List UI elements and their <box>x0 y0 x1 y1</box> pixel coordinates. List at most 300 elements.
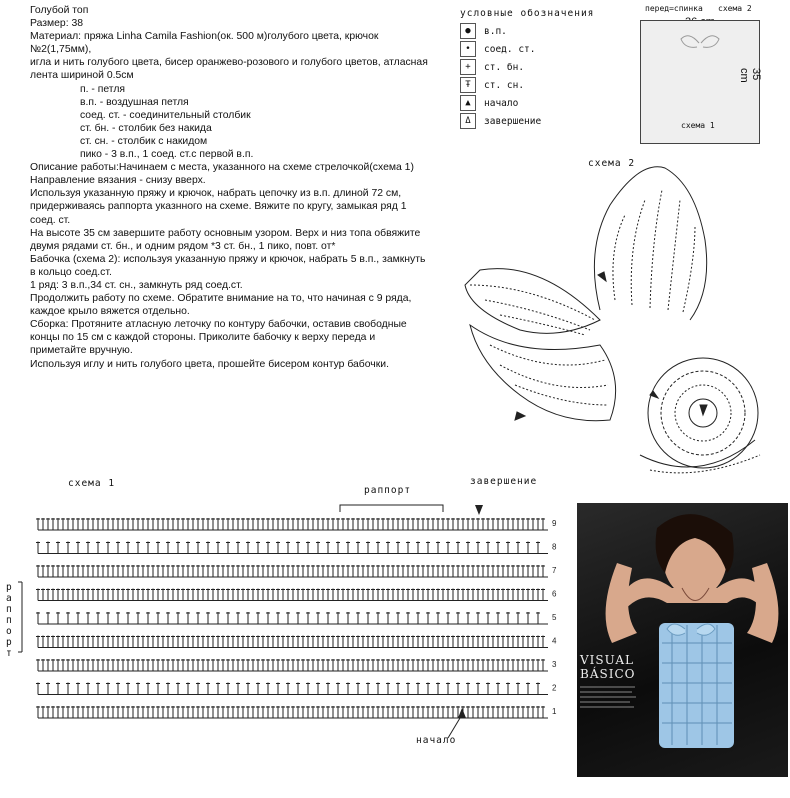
stitch-mark <box>246 589 250 601</box>
stitch-mark <box>406 636 410 648</box>
stitch-mark <box>231 518 235 530</box>
desc-9: Используя иглу и нить голубого цвета, прошейте бисером контур бабочки. <box>30 358 389 370</box>
stitch-mark <box>451 518 455 530</box>
stitch-mark <box>506 518 510 530</box>
stitch-mark <box>121 659 125 671</box>
stitch-mark <box>266 683 270 695</box>
stitch-mark <box>511 589 515 601</box>
stitch-mark <box>496 636 500 648</box>
stitch-mark <box>66 683 70 695</box>
legend-label: в.п. <box>484 25 507 37</box>
stitch-mark <box>401 636 405 648</box>
stitch-mark <box>421 565 425 577</box>
stitch-mark <box>186 659 190 671</box>
stitch-mark <box>321 706 325 718</box>
stitch-mark <box>431 659 435 671</box>
stitch-mark <box>361 565 365 577</box>
stitch-mark <box>441 636 445 648</box>
stitch-mark <box>426 518 430 530</box>
stitch-mark <box>211 518 215 530</box>
stitch-mark <box>66 518 70 530</box>
stitch-mark <box>506 589 510 601</box>
stitch-mark <box>351 636 355 648</box>
stitch-mark <box>146 659 150 671</box>
stitch-mark <box>306 518 310 530</box>
stitch-mark <box>281 518 285 530</box>
stitch-mark <box>41 589 45 601</box>
stitch-mark <box>61 706 65 718</box>
stitch-mark <box>296 565 300 577</box>
stitch-mark <box>486 659 490 671</box>
stitch-mark <box>156 565 160 577</box>
stitch-mark <box>266 612 270 624</box>
stitch-mark <box>271 659 275 671</box>
stitch-mark <box>256 589 260 601</box>
stitch-mark <box>526 636 530 648</box>
stitch-mark <box>496 683 500 695</box>
stitch-mark <box>101 565 105 577</box>
stitch-mark <box>181 589 185 601</box>
stitch-mark <box>516 706 520 718</box>
model-photo <box>577 503 788 777</box>
stitch-mark <box>156 612 160 624</box>
stitch-mark <box>331 565 335 577</box>
stitch-mark <box>136 589 140 601</box>
stitch-mark <box>476 706 480 718</box>
stitch-mark <box>366 706 370 718</box>
stitch-mark <box>361 636 365 648</box>
magazine-subtitle: BÁSICO <box>580 667 636 681</box>
stitch-mark <box>156 542 160 554</box>
stitch-mark <box>266 565 270 577</box>
stitch-mark <box>456 659 460 671</box>
stitch-mark <box>401 589 405 601</box>
stitch-mark <box>191 659 195 671</box>
stitch-mark <box>271 706 275 718</box>
stitch-mark <box>496 542 500 554</box>
row-number: 6 <box>552 589 557 599</box>
stitch-mark <box>46 565 50 577</box>
stitch-mark <box>441 589 445 601</box>
stitch-mark <box>461 565 465 577</box>
stitch-mark <box>166 706 170 718</box>
stitch-mark <box>71 589 75 601</box>
stitch-mark <box>466 518 470 530</box>
stitch-mark <box>126 683 130 695</box>
stitch-mark <box>46 518 50 530</box>
stitch-mark <box>61 589 65 601</box>
stitch-mark <box>471 565 475 577</box>
stitch-mark <box>466 659 470 671</box>
stitch-mark <box>166 542 170 554</box>
stitch-mark <box>56 612 60 624</box>
stitch-mark <box>406 706 410 718</box>
stitch-mark <box>151 636 155 648</box>
stitch-mark <box>266 518 270 530</box>
start-arrow-icon: ▲ <box>460 95 476 111</box>
stitch-mark <box>201 659 205 671</box>
stitch-mark <box>91 659 95 671</box>
stitch-mark <box>471 659 475 671</box>
stitch-mark <box>116 659 120 671</box>
stitch-mark <box>331 659 335 671</box>
stitch-mark <box>501 565 505 577</box>
stitch-mark <box>171 636 175 648</box>
stitch-mark <box>516 565 520 577</box>
stitch-mark <box>506 636 510 648</box>
desc-3: Используя указанную пряжу и крючок, набрать цепочку из в.п. длиной 72 см, придерживаясь раппорта указнного на схеме. Вяжите по кругу, замыкая ряд 1 соед. ст. <box>30 188 407 226</box>
stitch-mark <box>186 706 190 718</box>
row-number: 8 <box>552 542 557 552</box>
stitch-mark <box>181 565 185 577</box>
stitch-mark <box>101 518 105 530</box>
stitch-mark <box>366 542 370 554</box>
stitch-mark <box>456 565 460 577</box>
stitch-mark <box>486 683 490 695</box>
stitch-mark <box>186 636 190 648</box>
stitch-mark <box>81 589 85 601</box>
stitch-mark <box>466 542 470 554</box>
legend-row <box>460 40 615 58</box>
stitch-mark <box>296 612 300 624</box>
row-number: 4 <box>552 636 557 646</box>
stitch-mark <box>306 565 310 577</box>
stitch-mark <box>126 565 130 577</box>
stitch-mark <box>511 706 515 718</box>
stitch-mark <box>56 659 60 671</box>
stitch-mark <box>401 518 405 530</box>
stitch-mark <box>136 565 140 577</box>
stitch-rows <box>36 518 548 718</box>
stitch-mark <box>186 518 190 530</box>
stitch-mark <box>476 612 480 624</box>
stitch-mark <box>106 706 110 718</box>
stitch-mark <box>71 518 75 530</box>
stitch-mark <box>306 683 310 695</box>
stitch-mark <box>111 706 115 718</box>
stitch-mark <box>131 659 135 671</box>
stitch-mark <box>271 518 275 530</box>
stitch-mark <box>221 518 225 530</box>
stitch-mark <box>496 612 500 624</box>
stitch-mark <box>316 706 320 718</box>
stitch-mark <box>101 636 105 648</box>
model-silhouette <box>577 503 788 777</box>
abbr-5: ст. сн. - столбик с накидом <box>80 135 208 147</box>
stitch-mark <box>196 636 200 648</box>
stitch-mark <box>536 612 540 624</box>
size-caption: перед=спинка <box>645 4 703 13</box>
stitch-mark <box>466 636 470 648</box>
stitch-mark <box>171 589 175 601</box>
stitch-mark <box>221 565 225 577</box>
stitch-mark <box>286 683 290 695</box>
stitch-mark <box>416 565 420 577</box>
stitch-mark <box>336 706 340 718</box>
stitch-mark <box>251 636 255 648</box>
legend-row <box>460 94 615 112</box>
stitch-mark <box>96 612 100 624</box>
stitch-mark <box>491 636 495 648</box>
stitch-mark <box>376 518 380 530</box>
stitch-mark <box>116 565 120 577</box>
desc-6: 1 ряд: 3 в.п.,34 ст. сн., замкнуть ряд соед.ст. <box>30 279 243 291</box>
stitch-mark <box>316 659 320 671</box>
stitch-mark <box>141 636 145 648</box>
stitch-mark <box>336 636 340 648</box>
stitch-mark <box>281 636 285 648</box>
stitch-mark <box>321 565 325 577</box>
stitch-mark <box>426 612 430 624</box>
stitch-mark <box>541 706 545 718</box>
stitch-mark <box>66 542 70 554</box>
stitch-mark <box>111 518 115 530</box>
stitch-mark <box>386 542 390 554</box>
stitch-mark <box>436 706 440 718</box>
stitch-mark <box>311 518 315 530</box>
stitch-mark <box>446 659 450 671</box>
stitch-mark <box>256 542 260 554</box>
stitch-mark <box>336 565 340 577</box>
stitch-mark <box>426 636 430 648</box>
stitch-mark <box>511 636 515 648</box>
stitch-mark <box>446 706 450 718</box>
stitch-mark <box>476 683 480 695</box>
stitch-mark <box>86 636 90 648</box>
stitch-mark <box>36 542 40 554</box>
stitch-mark <box>511 659 515 671</box>
stitch-mark <box>476 518 480 530</box>
stitch-mark <box>286 518 290 530</box>
stitch-mark <box>91 589 95 601</box>
stitch-mark <box>301 518 305 530</box>
stitch-mark <box>376 636 380 648</box>
stitch-mark <box>56 542 60 554</box>
stitch-mark <box>391 589 395 601</box>
stitch-mark <box>356 612 360 624</box>
stitch-mark <box>121 565 125 577</box>
stitch-mark <box>391 518 395 530</box>
stitch-mark <box>126 659 130 671</box>
desc-4: На высоте 35 см завершите работу основным узором. Верх и низ топа обвяжите двумя рядами ст. бн., и одним рядом *3 ст. бн., 1 пико, повт. от* <box>30 227 421 252</box>
stitch-mark <box>391 636 395 648</box>
stitch-mark <box>446 565 450 577</box>
stitch-mark <box>61 518 65 530</box>
stitch-mark <box>281 659 285 671</box>
stitch-mark <box>146 706 150 718</box>
stitch-mark <box>526 612 530 624</box>
stitch-mark <box>426 589 430 601</box>
stitch-mark <box>416 683 420 695</box>
stitch-mark <box>131 589 135 601</box>
stitch-mark <box>96 589 100 601</box>
stitch-mark <box>56 565 60 577</box>
slip-stitch-icon: • <box>460 41 476 57</box>
stitch-mark <box>226 542 230 554</box>
stitch-mark <box>191 706 195 718</box>
stitch-mark <box>481 589 485 601</box>
instructions-text <box>30 4 430 371</box>
stitch-mark <box>291 636 295 648</box>
stitch-mark <box>76 659 80 671</box>
stitch-mark <box>206 589 210 601</box>
stitch-mark <box>76 518 80 530</box>
stitch-mark <box>236 683 240 695</box>
stitch-mark <box>291 706 295 718</box>
stitch-mark <box>521 706 525 718</box>
stitch-mark <box>381 518 385 530</box>
stitch-mark <box>291 565 295 577</box>
stitch-mark <box>221 659 225 671</box>
stitch-mark <box>336 659 340 671</box>
stitch-mark <box>86 542 90 554</box>
stitch-mark <box>241 636 245 648</box>
stitch-mark <box>76 612 80 624</box>
double-crochet-icon: Ŧ <box>460 77 476 93</box>
legend-label: ст. сн. <box>484 79 525 91</box>
stitch-mark <box>481 518 485 530</box>
stitch-mark <box>406 612 410 624</box>
stitch-mark <box>161 589 165 601</box>
stitch-mark <box>66 565 70 577</box>
stitch-mark <box>146 589 150 601</box>
stitch-mark <box>301 659 305 671</box>
stitch-mark <box>351 518 355 530</box>
stitch-mark <box>136 612 140 624</box>
stitch-mark <box>216 542 220 554</box>
stitch-mark <box>351 565 355 577</box>
stitch-mark <box>381 706 385 718</box>
stitch-mark <box>316 589 320 601</box>
legend-row <box>460 58 615 76</box>
stitch-mark <box>266 636 270 648</box>
stitch-mark <box>226 659 230 671</box>
stitch-mark <box>81 518 85 530</box>
stitch-mark <box>151 565 155 577</box>
title: Голубой топ <box>30 5 89 16</box>
stitch-mark <box>61 659 65 671</box>
stitch-mark <box>136 636 140 648</box>
stitch-mark <box>456 518 460 530</box>
stitch-mark <box>91 518 95 530</box>
stitch-mark <box>301 706 305 718</box>
material2: игла и нить голубого цвета, бисер оранжево-розового и голубого цветов, атласная лента шириной 0.5см <box>30 57 428 82</box>
size-schema-ref: схема 2 <box>718 4 752 13</box>
stitch-mark <box>106 589 110 601</box>
stitch-mark <box>376 589 380 601</box>
stitch-mark <box>131 565 135 577</box>
stitch-mark <box>46 683 50 695</box>
stitch-mark <box>436 636 440 648</box>
stitch-mark <box>146 636 150 648</box>
stitch-mark <box>111 589 115 601</box>
single-crochet-icon: + <box>460 59 476 75</box>
stitch-mark <box>206 683 210 695</box>
legend-label: ст. бн. <box>484 61 525 73</box>
stitch-mark <box>121 589 125 601</box>
stitch-mark <box>531 589 535 601</box>
stitch-mark <box>351 589 355 601</box>
stitch-mark <box>416 706 420 718</box>
stitch-mark <box>351 659 355 671</box>
stitch-mark <box>276 589 280 601</box>
stitch-mark <box>151 706 155 718</box>
stitch-mark <box>331 589 335 601</box>
stitch-mark <box>256 683 260 695</box>
stitch-mark <box>336 612 340 624</box>
abbr-2: в.п. - воздушная петля <box>80 96 189 108</box>
stitch-mark <box>316 542 320 554</box>
magazine-title: VISUAL <box>580 653 635 667</box>
stitch-mark <box>276 706 280 718</box>
stitch-mark <box>411 706 415 718</box>
stitch-mark <box>281 589 285 601</box>
stitch-mark <box>221 636 225 648</box>
stitch-mark <box>286 636 290 648</box>
stitch-mark <box>451 659 455 671</box>
side-rapport-label: раппорт <box>6 582 12 659</box>
stitch-mark <box>421 589 425 601</box>
stitch-mark <box>291 659 295 671</box>
stitch-mark <box>461 636 465 648</box>
stitch-mark <box>421 659 425 671</box>
stitch-mark <box>521 589 525 601</box>
end-label: завершение <box>470 476 538 487</box>
stitch-mark <box>81 706 85 718</box>
stitch-mark <box>516 589 520 601</box>
stitch-mark <box>471 518 475 530</box>
stitch-mark <box>286 612 290 624</box>
stitch-mark <box>81 636 85 648</box>
stitch-mark <box>431 706 435 718</box>
stitch-mark <box>416 636 420 648</box>
stitch-mark <box>526 518 530 530</box>
stitch-mark <box>486 542 490 554</box>
stitch-mark <box>51 659 55 671</box>
stitch-mark <box>481 659 485 671</box>
stitch-mark <box>196 706 200 718</box>
stitch-mark <box>226 589 230 601</box>
stitch-mark <box>536 706 540 718</box>
stitch-mark <box>106 565 110 577</box>
stitch-mark <box>346 612 350 624</box>
stitch-mark <box>196 542 200 554</box>
stitch-mark <box>76 542 80 554</box>
stitch-mark <box>516 683 520 695</box>
stitch-mark <box>426 542 430 554</box>
stitch-mark <box>366 589 370 601</box>
stitch-mark <box>36 612 40 624</box>
stitch-mark <box>296 659 300 671</box>
stitch-mark <box>161 565 165 577</box>
stitch-mark <box>141 589 145 601</box>
stitch-mark <box>111 659 115 671</box>
stitch-mark <box>206 706 210 718</box>
stitch-mark <box>331 706 335 718</box>
stitch-mark <box>511 518 515 530</box>
stitch-mark <box>456 683 460 695</box>
stitch-mark <box>41 706 45 718</box>
legend-row <box>460 22 615 40</box>
stitch-mark <box>256 659 260 671</box>
stitch-mark <box>161 518 165 530</box>
stitch-mark <box>451 706 455 718</box>
stitch-mark <box>426 683 430 695</box>
stitch-mark <box>441 706 445 718</box>
stitch-mark <box>96 518 100 530</box>
stitch-mark <box>246 659 250 671</box>
stitch-mark <box>206 542 210 554</box>
